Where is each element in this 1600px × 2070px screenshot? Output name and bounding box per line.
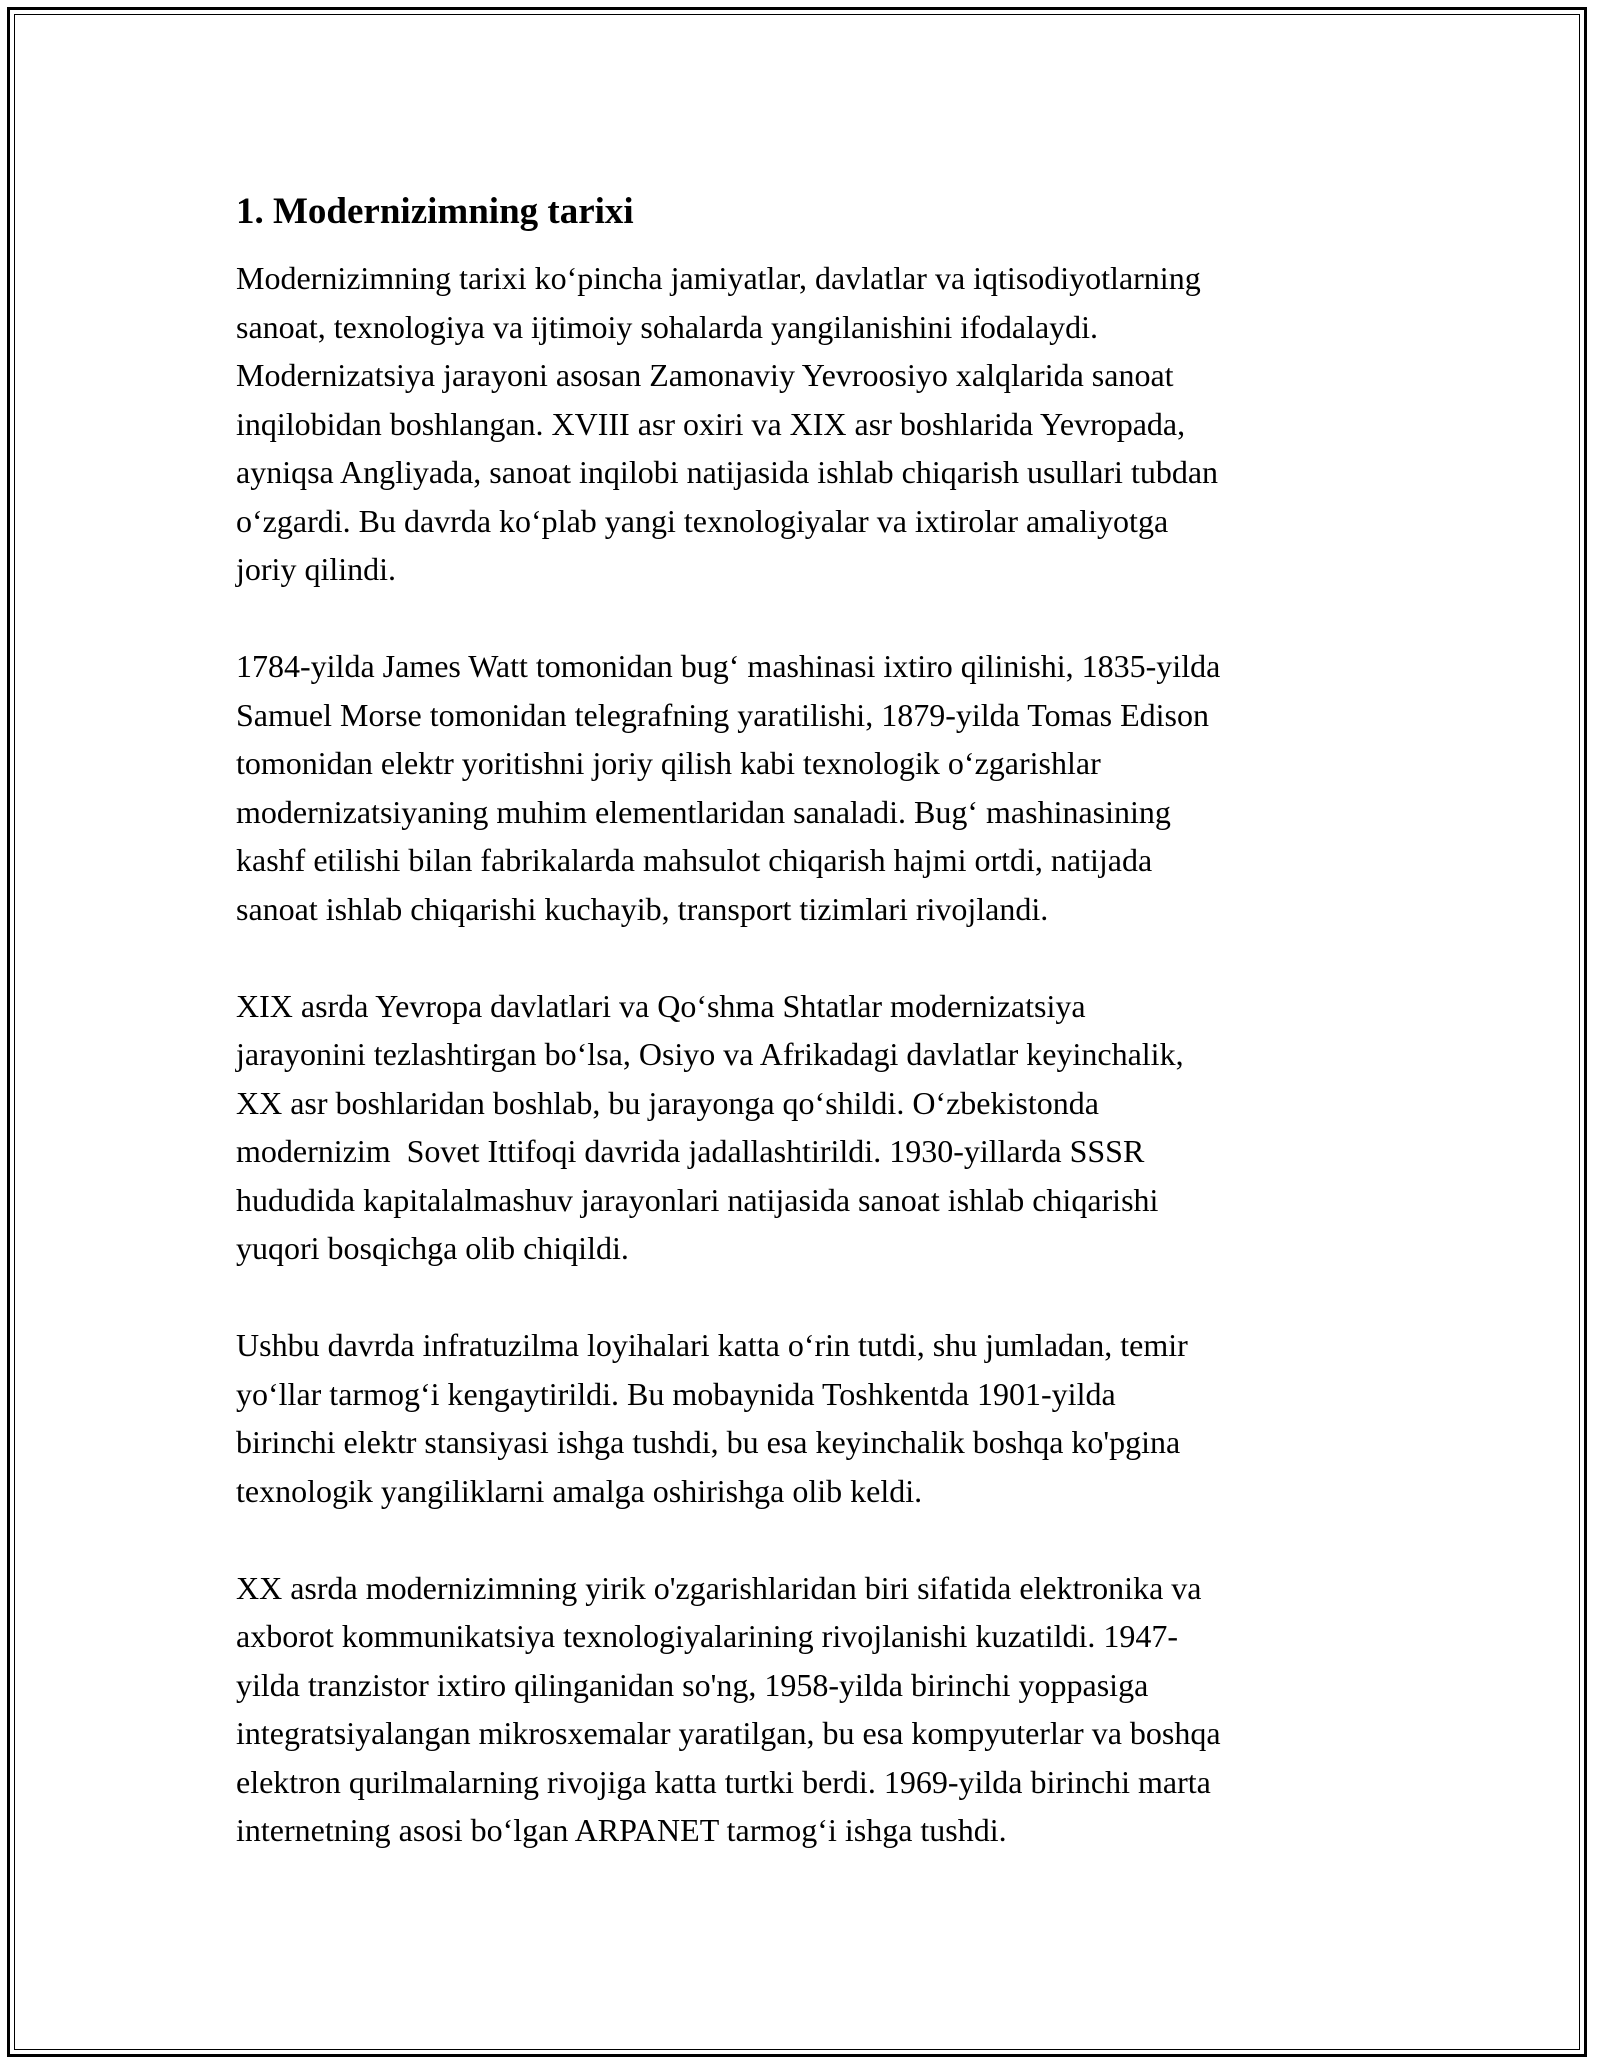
text-line: joriy qilindi.	[236, 551, 396, 587]
text-line: o‘zgardi. Bu davrda ko‘plab yangi texnologiyalar va ixtirolar amaliyotga	[236, 502, 1169, 539]
text-line: jarayonini tezlashtirgan bo‘lsa, Osiyo va Afrikadagi davlatlar keyinchalik,	[236, 1036, 1184, 1072]
text-line: birinchi elektr stansiyasi ishga tushdi, bu esa keyinchalik boshqa ko'pgina	[236, 1424, 1181, 1460]
text-line: Ushbu davrda infratuzilma loyihalari katta o‘rin tutdi, shu jumladan, temir	[236, 1327, 1188, 1363]
text-line: yo‘llar tarmog‘i kengaytirildi. Bu mobaynida Toshkentda 1901-yilda	[236, 1375, 1116, 1412]
paragraph	[236, 1564, 1376, 1855]
document-body	[236, 190, 1376, 1903]
text-line: internetning asosi bo‘lgan ARPANET tarmog‘i ishga tushdi.	[236, 1812, 1007, 1848]
text-line: 1784-yilda James Watt tomonidan bug‘ mashinasi ixtiro qilinishi, 1835-yilda	[236, 648, 1221, 684]
text-line: modernizim Sovet Ittifoqi davrida jadallashtirildi. 1930-yillarda SSSR	[236, 1133, 1145, 1169]
text-line: sanoat ishlab chiqarishi kuchayib, transport tizimlari rivojlandi.	[236, 890, 1049, 927]
paragraph	[236, 642, 1376, 933]
text-line: yilda tranzistor ixtiro qilinganidan so'ng, 1958-yilda birinchi yoppasiga	[236, 1666, 1149, 1703]
paragraphs-container	[236, 254, 1376, 1855]
paragraph	[236, 254, 1376, 594]
text-line: sanoat, texnologiya va ijtimoiy sohalarda yangilanishini ifodalaydi.	[236, 308, 1099, 345]
text-line: XIX asrda Yevropa davlatlari va Qo‘shma Shtatlar modernizatsiya	[236, 987, 1086, 1024]
section-heading: 1. Modernizimning tarixi	[236, 191, 634, 232]
text-line: integratsiyalangan mikrosxemalar yaratilgan, bu esa kompyuterlar va boshqa	[236, 1715, 1221, 1751]
text-line: texnologik yangiliklarni amalga oshirishga olib keldi.	[236, 1472, 923, 1509]
text-line: ayniqsa Angliyada, sanoat inqilobi natijasida ishlab chiqarish usullari tubdan	[236, 454, 1219, 490]
text-line: XX asr boshlaridan boshlab, bu jarayonga qo‘shildi. O‘zbekistonda	[236, 1084, 1099, 1121]
text-line: XX asrda modernizimning yirik o'zgarishlaridan biri sifatida elektronika va	[236, 1569, 1202, 1606]
text-line: hududida kapitalalmashuv jarayonlari natijasida sanoat ishlab chiqarishi	[236, 1181, 1159, 1218]
text-line: Modernizimning tarixi ko‘pincha jamiyatlar, davlatlar va iqtisodiyotlarning	[236, 260, 1201, 296]
text-line: Modernizatsiya jarayoni asosan Zamonaviy Yevroosiyo xalqlarida sanoat	[236, 357, 1174, 393]
text-line: axborot kommunikatsiya texnologiyalarining rivojlanishi kuzatildi. 1947-	[236, 1618, 1179, 1654]
text-line: elektron qurilmalarning rivojiga katta turtki berdi. 1969-yilda birinchi marta	[236, 1763, 1211, 1800]
text-line: kashf etilishi bilan fabrikalarda mahsulot chiqarish hajmi ortdi, natijada	[236, 842, 1153, 878]
paragraph	[236, 1321, 1376, 1515]
text-line: inqilobidan boshlangan. XVIII asr oxiri va XIX asr boshlarida Yevropada,	[236, 405, 1186, 442]
text-line: tomonidan elektr yoritishni joriy qilish kabi texnologik o‘zgarishlar	[236, 745, 1101, 781]
text-line: modernizatsiyaning muhim elementlaridan sanaladi. Bug‘ mashinasining	[236, 793, 1171, 830]
text-line: yuqori bosqichga olib chiqildi.	[236, 1230, 629, 1266]
text-line: Samuel Morse tomonidan telegrafning yaratilishi, 1879-yilda Tomas Edison	[236, 696, 1209, 733]
paragraph	[236, 982, 1376, 1273]
